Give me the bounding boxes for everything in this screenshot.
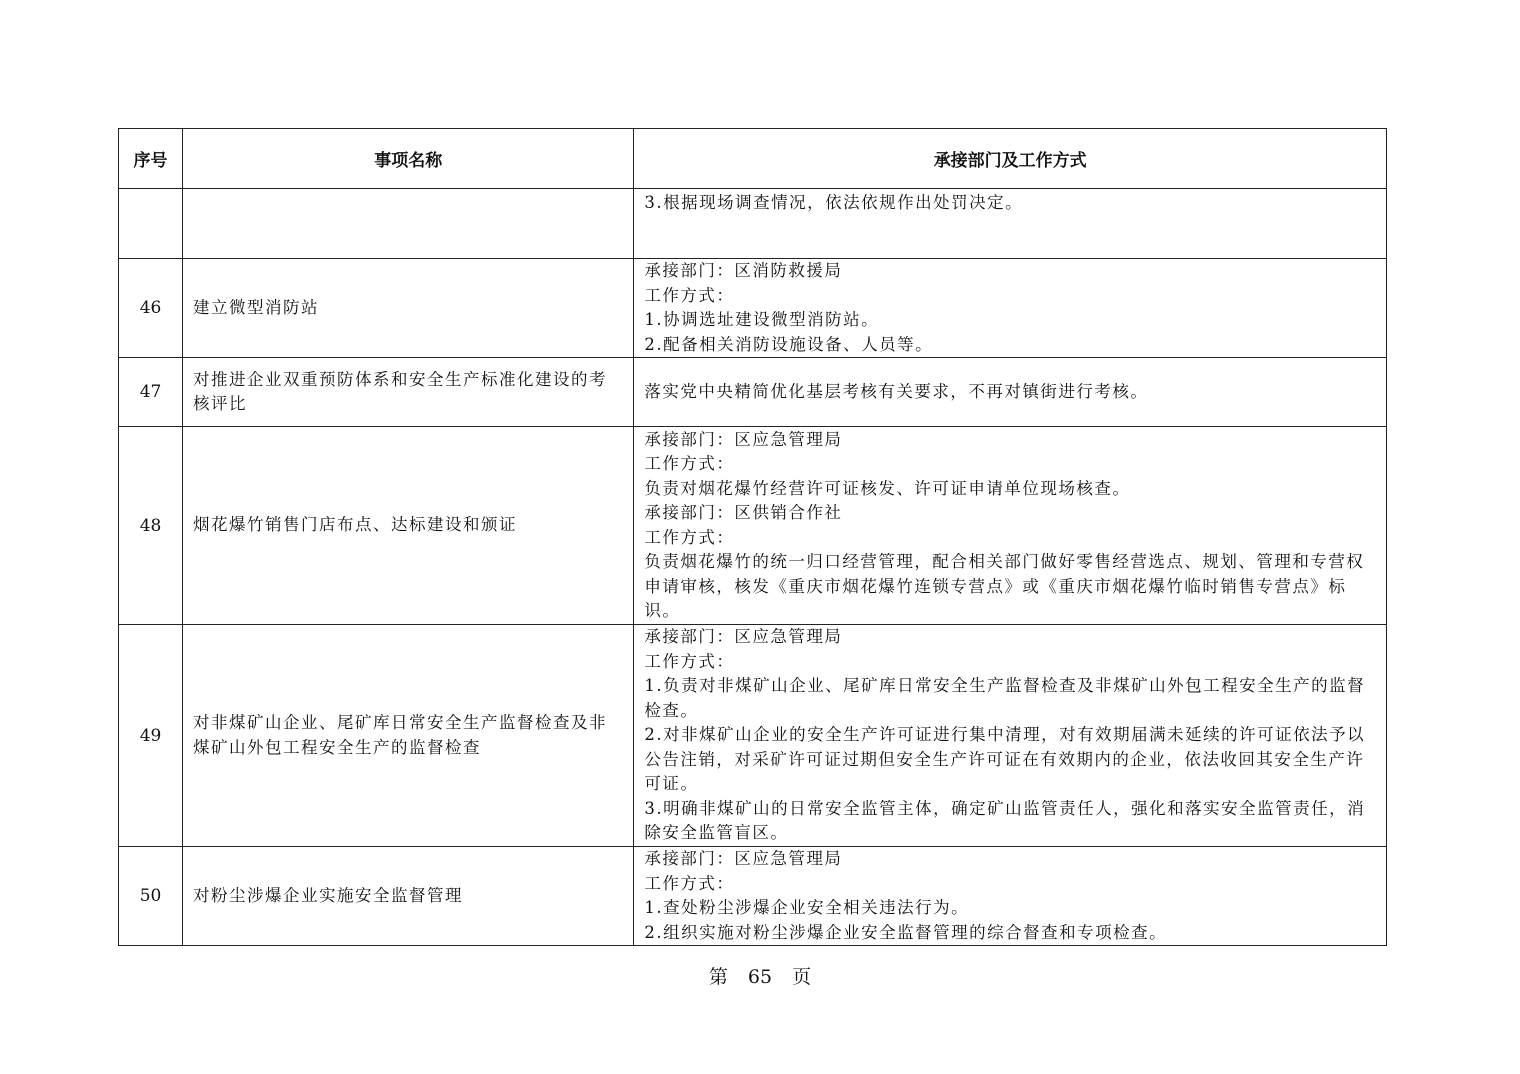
table-row (119, 847, 1387, 946)
detail-line: 负责对烟花爆竹经营许可证核发、许可证申请单位现场核查。 (644, 478, 1131, 498)
row-matter-name: 对粉尘涉爆企业实施安全监督管理 (183, 847, 634, 946)
detail-line: 负责烟花爆竹的统一归口经营管理，配合相关部门做好零售经营选点、规划、管理和专营权申请审核，核发《重庆市烟花爆竹连锁专营点》或《重庆市烟花爆竹临时销售专营点》标识。 (644, 552, 1365, 620)
row-number: 50 (119, 847, 183, 946)
detail-line: 工作方式： (644, 527, 735, 547)
header-department-method: 承接部门及工作方式 (634, 129, 1387, 189)
row-detail (634, 358, 1387, 427)
row-number: 46 (119, 259, 183, 358)
row-matter-name (183, 189, 634, 259)
page-footer (0, 962, 1520, 989)
detail-line: 承接部门：区应急管理局 (644, 429, 843, 449)
detail-line: 承接部门：区供销合作社 (644, 503, 843, 522)
row-number (119, 189, 183, 259)
detail-line: 2.组织实施对粉尘涉爆企业安全监督管理的综合督查和专项检查。 (644, 922, 1168, 942)
header-matter-name: 事项名称 (183, 129, 634, 189)
table-row (119, 427, 1387, 625)
table-row-continued (119, 189, 1387, 259)
detail-line: 落实党中央精简优化基层考核有关要求，不再对镇街进行考核。 (644, 381, 1149, 401)
row-matter-name: 对非煤矿山企业、尾矿库日常安全生产监督检查及非煤矿山外包工程安全生产的监督检查 (183, 625, 634, 847)
table-header-row (119, 129, 1387, 189)
detail-line: 承接部门：区消防救援局 (644, 261, 843, 280)
detail-line: 工作方式： (644, 873, 735, 893)
header-number: 序号 (119, 129, 183, 189)
detail-line: 3.明确非煤矿山的日常安全监管主体，确定矿山监管责任人，强化和落实安全监管责任，消除安全监管盲区。 (644, 798, 1366, 843)
detail-line: 工作方式： (644, 454, 735, 473)
row-detail (634, 189, 1387, 259)
detail-line: 1.协调选址建设微型消防站。 (644, 310, 880, 329)
detail-line: 3.根据现场调查情况，依法依规作出处罚决定。 (644, 193, 1024, 212)
row-detail (634, 625, 1387, 847)
row-number: 48 (119, 427, 183, 625)
row-number: 47 (119, 358, 183, 427)
detail-line: 承接部门：区应急管理局 (644, 627, 843, 647)
page-suffix: 页 (792, 966, 812, 988)
row-matter-name: 建立微型消防站 (183, 259, 634, 358)
page-number: 65 (747, 966, 773, 988)
row-number: 49 (119, 625, 183, 847)
row-matter-name: 对推进企业双重预防体系和安全生产标准化建设的考核评比 (183, 358, 634, 427)
detail-line: 工作方式： (644, 285, 735, 305)
row-detail (634, 427, 1387, 625)
row-detail (634, 847, 1387, 946)
row-matter-name: 烟花爆竹销售门店布点、达标建设和颁证 (183, 427, 634, 625)
row-detail (634, 259, 1387, 358)
detail-line: 2.对非煤矿山企业的安全生产许可证进行集中清理，对有效期届满未延续的许可证依法予以公告注销，对采矿许可证过期但安全生产许可证在有效期内的企业，依法收回其安全生产许可证。 (644, 725, 1366, 794)
detail-line: 1.负责对非煤矿山企业、尾矿库日常安全生产监督检查及非煤矿山外包工程安全生产的监督检查。 (644, 676, 1366, 720)
matters-table (118, 128, 1387, 946)
detail-line: 承接部门：区应急管理局 (644, 849, 843, 868)
detail-line: 1.查处粉尘涉爆企业安全相关违法行为。 (644, 898, 970, 917)
detail-line: 2.配备相关消防设施设备、人员等。 (644, 334, 934, 354)
table-row (119, 259, 1387, 358)
table-row (119, 358, 1387, 427)
detail-line: 工作方式： (644, 651, 735, 671)
page-prefix: 第 (708, 966, 728, 988)
table-row (119, 625, 1387, 847)
